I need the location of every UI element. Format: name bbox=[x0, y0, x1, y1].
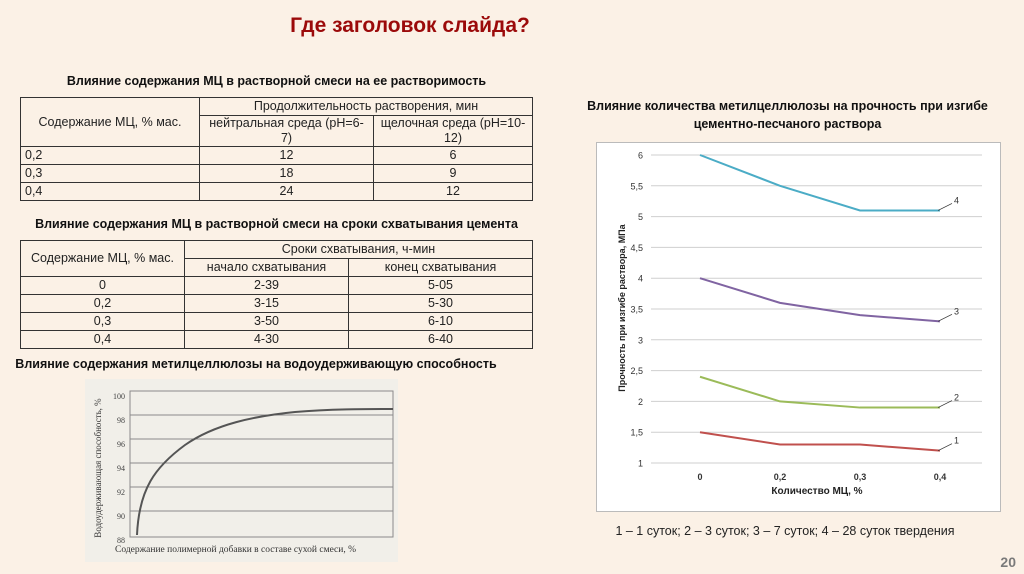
y-tick-label: 94 bbox=[117, 464, 125, 473]
x-tick-label: 0 bbox=[697, 472, 703, 482]
y-tick-label: 98 bbox=[117, 416, 125, 425]
series-label-leader bbox=[938, 444, 952, 451]
table-cell: 0,2 bbox=[21, 147, 200, 165]
series-line-2 bbox=[700, 377, 940, 408]
chart-svg bbox=[597, 143, 1000, 511]
table-row bbox=[21, 277, 533, 295]
table-cell: 5-05 bbox=[349, 277, 533, 295]
right-chart-xlabel: Количество МЦ, % bbox=[771, 486, 863, 497]
table-cell: 2-39 bbox=[185, 277, 349, 295]
y-tick-label: 1 bbox=[637, 458, 643, 469]
photo-chart-caption: Влияние содержания метилцеллюлозы на водоудерживающую способность bbox=[15, 357, 497, 371]
y-tick-label: 90 bbox=[117, 512, 125, 521]
series-line-4 bbox=[700, 155, 940, 210]
table-cell: 0,3 bbox=[21, 313, 185, 331]
y-tick-label: 4,5 bbox=[630, 242, 643, 253]
setting-time-table bbox=[20, 240, 533, 349]
t2-subheader-start: начало схватывания bbox=[185, 259, 349, 277]
y-tick-label: 5,5 bbox=[630, 181, 643, 192]
table-cell: 0,4 bbox=[21, 183, 200, 201]
y-tick-label: 96 bbox=[117, 440, 125, 449]
t1-subheader-alkaline: щелочная среда (рН=10-12) bbox=[374, 116, 533, 147]
series-label-2: 2 bbox=[954, 392, 960, 403]
y-tick-label: 3,5 bbox=[630, 304, 643, 315]
flexural-strength-chart bbox=[596, 142, 1001, 512]
water-retention-chart-image bbox=[85, 379, 398, 562]
series-label-1: 1 bbox=[954, 435, 960, 446]
series-line-3 bbox=[700, 278, 940, 321]
y-tick-label: 4 bbox=[637, 273, 643, 284]
table-cell: 5-30 bbox=[349, 295, 533, 313]
t2-header-group: Сроки схватывания, ч-мин bbox=[185, 241, 533, 259]
t2-header-col1: Содержание МЦ, % мас. bbox=[21, 241, 185, 277]
dissolution-table bbox=[20, 97, 533, 201]
table2-caption: Влияние содержания МЦ в растворной смеси на сроки схватывания цемента bbox=[35, 217, 518, 231]
table-cell: 18 bbox=[200, 165, 374, 183]
x-tick-label: 0,2 bbox=[773, 472, 787, 482]
right-chart-ylabel: Прочность при изгибе раствора, МПа bbox=[617, 224, 627, 392]
series-label-3: 3 bbox=[954, 306, 960, 317]
table-row bbox=[21, 313, 533, 331]
series-label-leader bbox=[938, 203, 952, 210]
photo-chart-xlabel: Содержание полимерной добавки в составе сухой смеси, % bbox=[115, 545, 357, 555]
table-cell: 0 bbox=[21, 277, 185, 295]
table1-caption: Влияние содержания МЦ в растворной смеси на ее растворимость bbox=[66, 74, 487, 88]
table-row bbox=[21, 147, 533, 165]
page-number: 20 bbox=[1000, 554, 1016, 570]
y-tick-label: 2 bbox=[637, 396, 643, 407]
t1-header-col1: Содержание МЦ, % мас. bbox=[21, 98, 200, 147]
y-tick-label: 100 bbox=[113, 392, 125, 401]
table-cell: 6-40 bbox=[349, 331, 533, 349]
table-cell: 9 bbox=[374, 165, 533, 183]
right-chart-caption: Влияние количества метилцеллюлозы на прочность при изгибе цементно-песчаного раствора bbox=[587, 99, 988, 131]
y-tick-label: 5 bbox=[637, 212, 643, 223]
table-cell: 6-10 bbox=[349, 313, 533, 331]
table-cell: 6 bbox=[374, 147, 533, 165]
table-row bbox=[21, 183, 533, 201]
table-cell: 4-30 bbox=[185, 331, 349, 349]
table-cell: 0,2 bbox=[21, 295, 185, 313]
y-tick-label: 92 bbox=[117, 488, 125, 497]
x-tick-label: 0,3 bbox=[853, 472, 867, 482]
table-cell: 0,4 bbox=[21, 331, 185, 349]
table-row bbox=[21, 295, 533, 313]
t2-subheader-end: конец схватывания bbox=[349, 259, 533, 277]
t1-subheader-neutral: нейтральная среда (рН=6-7) bbox=[200, 116, 374, 147]
y-tick-label: 3 bbox=[637, 335, 643, 346]
table-cell: 12 bbox=[374, 183, 533, 201]
table-cell: 24 bbox=[200, 183, 374, 201]
series-label-leader bbox=[938, 314, 952, 321]
y-tick-label: 2,5 bbox=[630, 366, 643, 377]
table-row bbox=[21, 165, 533, 183]
y-tick-label: 6 bbox=[637, 150, 643, 161]
table-cell: 0,3 bbox=[21, 165, 200, 183]
y-tick-label: 88 bbox=[117, 536, 125, 545]
photo-chart-ylabel: Водоудерживающая способность, % bbox=[93, 398, 103, 538]
series-legend-note: 1 – 1 суток; 2 – 3 суток; 3 – 7 суток; 4 – 28 суток твердения bbox=[615, 524, 955, 538]
t1-header-group: Продолжительность растворения, мин bbox=[200, 98, 533, 116]
series-line-1 bbox=[700, 432, 940, 450]
slide-title: Где заголовок слайда? bbox=[290, 14, 530, 37]
series-label-4: 4 bbox=[954, 195, 960, 206]
table-cell: 3-15 bbox=[185, 295, 349, 313]
x-tick-label: 0,4 bbox=[933, 472, 947, 482]
table-cell: 3-50 bbox=[185, 313, 349, 331]
table-cell: 12 bbox=[200, 147, 374, 165]
table-row bbox=[21, 331, 533, 349]
y-tick-label: 1,5 bbox=[630, 427, 643, 438]
